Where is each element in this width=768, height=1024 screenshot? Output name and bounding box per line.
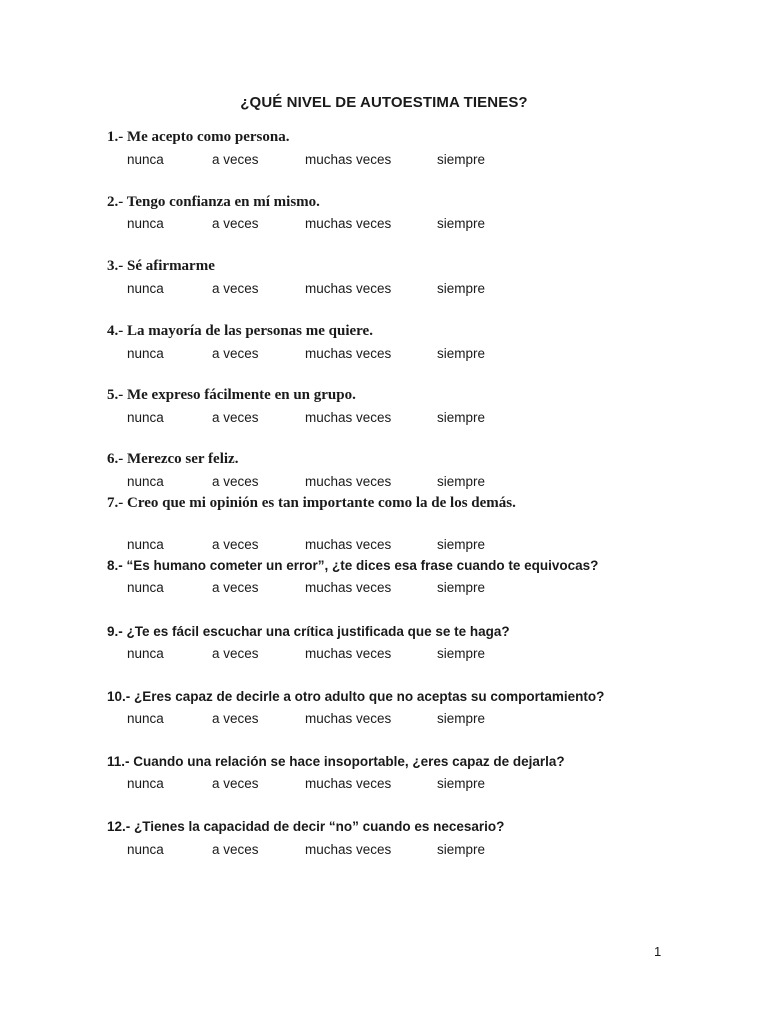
option-nunca[interactable]: nunca bbox=[127, 711, 164, 726]
option-nunca[interactable]: nunca bbox=[127, 474, 164, 489]
option-muchas-veces[interactable]: muchas veces bbox=[305, 346, 392, 361]
options-row-6 bbox=[0, 474, 768, 492]
option-siempre[interactable]: siempre bbox=[437, 216, 486, 231]
question-5: 5.- Me expreso fácilmente en un grupo. bbox=[107, 387, 356, 403]
option-a-veces[interactable]: a veces bbox=[212, 646, 259, 661]
question-12: 12.- ¿Tienes la capacidad de decir “no” cuando es necesario? bbox=[107, 819, 505, 834]
option-siempre[interactable]: siempre bbox=[437, 346, 486, 361]
options-row-1 bbox=[0, 152, 768, 170]
options-row-7 bbox=[0, 537, 768, 555]
option-siempre[interactable]: siempre bbox=[437, 281, 486, 296]
options-row-3 bbox=[0, 281, 768, 299]
option-a-veces[interactable]: a veces bbox=[212, 346, 259, 361]
option-muchas-veces[interactable]: muchas veces bbox=[305, 474, 392, 489]
option-a-veces[interactable]: a veces bbox=[212, 410, 259, 425]
option-a-veces[interactable]: a veces bbox=[212, 216, 259, 231]
question-3: 3.- Sé afirmarme bbox=[107, 258, 215, 274]
question-4: 4.- La mayoría de las personas me quiere. bbox=[107, 323, 373, 339]
options-row-10 bbox=[0, 711, 768, 729]
option-siempre[interactable]: siempre bbox=[437, 842, 486, 857]
option-nunca[interactable]: nunca bbox=[127, 410, 164, 425]
options-row-11 bbox=[0, 776, 768, 794]
question-11: 11.- Cuando una relación se hace insoportable, ¿eres capaz de dejarla? bbox=[107, 754, 565, 769]
option-a-veces[interactable]: a veces bbox=[212, 711, 259, 726]
option-nunca[interactable]: nunca bbox=[127, 152, 164, 167]
option-siempre[interactable]: siempre bbox=[437, 152, 486, 167]
question-8: 8.- “Es humano cometer un error”, ¿te dices esa frase cuando te equivocas? bbox=[107, 558, 599, 573]
options-row-2 bbox=[0, 216, 768, 234]
question-2: 2.- Tengo confianza en mí mismo. bbox=[107, 194, 320, 210]
options-row-4 bbox=[0, 346, 768, 364]
page-title: ¿QUÉ NIVEL DE AUTOESTIMA TIENES? bbox=[240, 94, 528, 111]
option-nunca[interactable]: nunca bbox=[127, 646, 164, 661]
option-a-veces[interactable]: a veces bbox=[212, 281, 259, 296]
option-a-veces[interactable]: a veces bbox=[212, 474, 259, 489]
question-7: 7.- Creo que mi opinión es tan importante como la de los demás. bbox=[107, 495, 516, 511]
option-siempre[interactable]: siempre bbox=[437, 646, 486, 661]
option-muchas-veces[interactable]: muchas veces bbox=[305, 410, 392, 425]
option-muchas-veces[interactable]: muchas veces bbox=[305, 646, 392, 661]
option-muchas-veces[interactable]: muchas veces bbox=[305, 537, 392, 552]
option-a-veces[interactable]: a veces bbox=[212, 152, 259, 167]
option-nunca[interactable]: nunca bbox=[127, 537, 164, 552]
option-nunca[interactable]: nunca bbox=[127, 346, 164, 361]
question-6: 6.- Merezco ser feliz. bbox=[107, 451, 239, 467]
option-muchas-veces[interactable]: muchas veces bbox=[305, 281, 392, 296]
option-nunca[interactable]: nunca bbox=[127, 281, 164, 296]
question-10: 10.- ¿Eres capaz de decirle a otro adulto que no aceptas su comportamiento? bbox=[107, 689, 605, 704]
option-nunca[interactable]: nunca bbox=[127, 842, 164, 857]
option-siempre[interactable]: siempre bbox=[437, 776, 486, 791]
option-muchas-veces[interactable]: muchas veces bbox=[305, 152, 392, 167]
question-9: 9.- ¿Te es fácil escuchar una crítica justificada que se te haga? bbox=[107, 624, 510, 639]
question-1: 1.- Me acepto como persona. bbox=[107, 129, 290, 145]
option-a-veces[interactable]: a veces bbox=[212, 842, 259, 857]
option-muchas-veces[interactable]: muchas veces bbox=[305, 580, 392, 595]
option-siempre[interactable]: siempre bbox=[437, 580, 486, 595]
option-siempre[interactable]: siempre bbox=[437, 410, 486, 425]
option-a-veces[interactable]: a veces bbox=[212, 776, 259, 791]
options-row-5 bbox=[0, 410, 768, 428]
option-a-veces[interactable]: a veces bbox=[212, 580, 259, 595]
option-nunca[interactable]: nunca bbox=[127, 580, 164, 595]
option-muchas-veces[interactable]: muchas veces bbox=[305, 216, 392, 231]
option-nunca[interactable]: nunca bbox=[127, 776, 164, 791]
page-number: 1 bbox=[654, 944, 662, 959]
option-a-veces[interactable]: a veces bbox=[212, 537, 259, 552]
option-muchas-veces[interactable]: muchas veces bbox=[305, 711, 392, 726]
option-muchas-veces[interactable]: muchas veces bbox=[305, 776, 392, 791]
option-siempre[interactable]: siempre bbox=[437, 537, 486, 552]
option-muchas-veces[interactable]: muchas veces bbox=[305, 842, 392, 857]
option-nunca[interactable]: nunca bbox=[127, 216, 164, 231]
options-row-9 bbox=[0, 646, 768, 664]
options-row-8 bbox=[0, 580, 768, 598]
option-siempre[interactable]: siempre bbox=[437, 474, 486, 489]
options-row-12 bbox=[0, 842, 768, 860]
option-siempre[interactable]: siempre bbox=[437, 711, 486, 726]
